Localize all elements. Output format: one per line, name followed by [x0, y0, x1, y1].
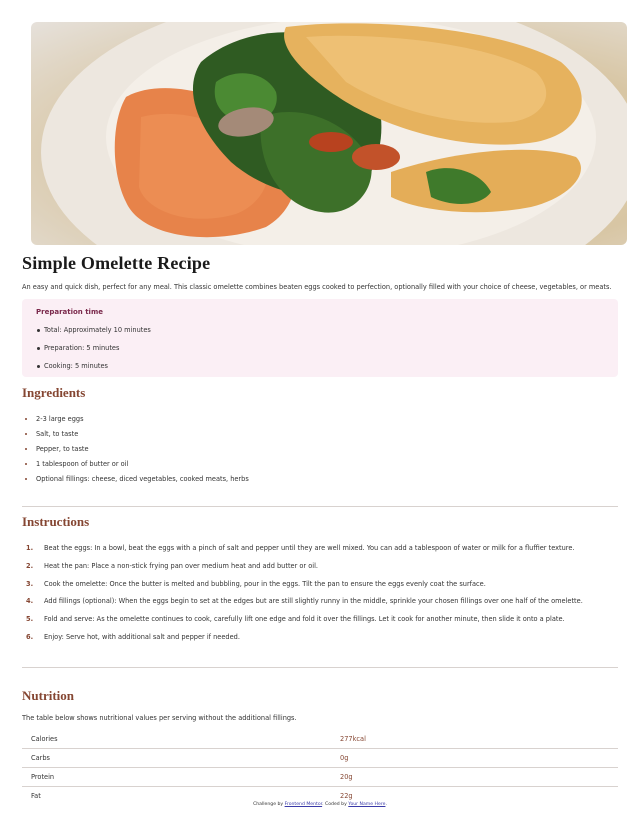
nutrition-intro: The table below shows nutritional values per serving without the additional fillings. — [22, 714, 297, 722]
step-number: 5. — [26, 615, 34, 624]
attribution-footer — [0, 802, 640, 807]
nutrient-value: 20g — [340, 773, 353, 781]
nutrient-label: Carbs — [31, 754, 50, 762]
footer-middle: . Coded by — [322, 802, 349, 807]
step-text: Fold and serve: As the omelette continues to cook, carefully lift one edge and fold it over the fillings. Let it cook for another minute, then slide it onto a plate. — [44, 615, 565, 624]
recipe-intro: An easy and quick dish, perfect for any meal. This classic omelette combines beaten eggs cooked to perfection, optionally filled with your choice of cheese, vegetables, or meats. — [22, 283, 612, 291]
step-text: Cook the omelette: Once the butter is melted and bubbling, pour in the eggs. Tilt the pan to ensure the eggs evenly coat the surface. — [44, 579, 486, 588]
ingredients-list — [36, 416, 249, 491]
table-row — [22, 768, 618, 787]
list-item: Total: Approximately 10 minutes — [44, 327, 151, 345]
step-number: 2. — [26, 561, 34, 570]
list-item: Preparation: 5 minutes — [44, 345, 151, 363]
footer-prefix: Challenge by — [253, 802, 285, 807]
preparation-time-list — [44, 327, 151, 381]
nutrient-label: Fat — [31, 792, 41, 800]
list-item: Optional fillings: cheese, diced vegetables, cooked meats, herbs — [36, 476, 249, 491]
list-item: Pepper, to taste — [36, 446, 249, 461]
table-row — [22, 730, 618, 749]
list-item — [26, 615, 583, 633]
list-item — [26, 580, 583, 598]
hero-image — [31, 22, 627, 245]
nutrient-value: 277kcal — [340, 735, 366, 743]
step-number: 3. — [26, 579, 34, 588]
list-item: Cooking: 5 minutes — [44, 363, 151, 381]
nutrition-table — [22, 730, 618, 805]
frontend-mentor-link[interactable]: Frontend Mentor — [284, 802, 323, 807]
divider — [22, 667, 618, 668]
footer-suffix: . — [385, 802, 387, 807]
step-text: Heat the pan: Place a non-stick frying pan over medium heat and add butter or oil. — [44, 561, 319, 570]
step-number: 1. — [26, 544, 34, 552]
step-text: Add fillings (optional): When the eggs begin to set at the edges but are still slightly runny in the middle, sprinkle your chosen fillings over one half of the omelette. — [44, 597, 583, 606]
table-row — [22, 749, 618, 768]
list-item — [26, 633, 583, 651]
divider — [22, 506, 618, 507]
instructions-list — [26, 544, 583, 651]
nutrient-label: Calories — [31, 735, 58, 743]
nutrient-value: 22g — [340, 792, 353, 800]
step-number: 4. — [26, 597, 34, 606]
preparation-time-box — [22, 299, 618, 377]
step-text: Beat the eggs: In a bowl, beat the eggs with a pinch of salt and pepper until they are well mixed. You can add a tablespoon of water or milk for a fluffier texture. — [44, 544, 575, 552]
ingredients-heading: Ingredients — [22, 385, 86, 400]
page-title: Simple Omelette Recipe — [22, 253, 211, 273]
step-number: 6. — [26, 632, 34, 641]
list-item: Salt, to taste — [36, 431, 249, 446]
author-link[interactable]: Your Name Here — [348, 802, 386, 807]
list-item — [26, 562, 583, 580]
list-item: 1 tablespoon of butter or oil — [36, 461, 249, 476]
nutrition-heading: Nutrition — [22, 688, 74, 703]
list-item — [26, 597, 583, 615]
list-item: 2-3 large eggs — [36, 416, 249, 431]
instructions-heading: Instructions — [22, 514, 90, 529]
nutrient-label: Protein — [31, 773, 55, 781]
preparation-time-title: Preparation time — [36, 308, 104, 316]
step-text: Enjoy: Serve hot, with additional salt and pepper if needed. — [44, 632, 240, 641]
list-item — [26, 544, 583, 562]
nutrient-value: 0g — [340, 754, 349, 762]
